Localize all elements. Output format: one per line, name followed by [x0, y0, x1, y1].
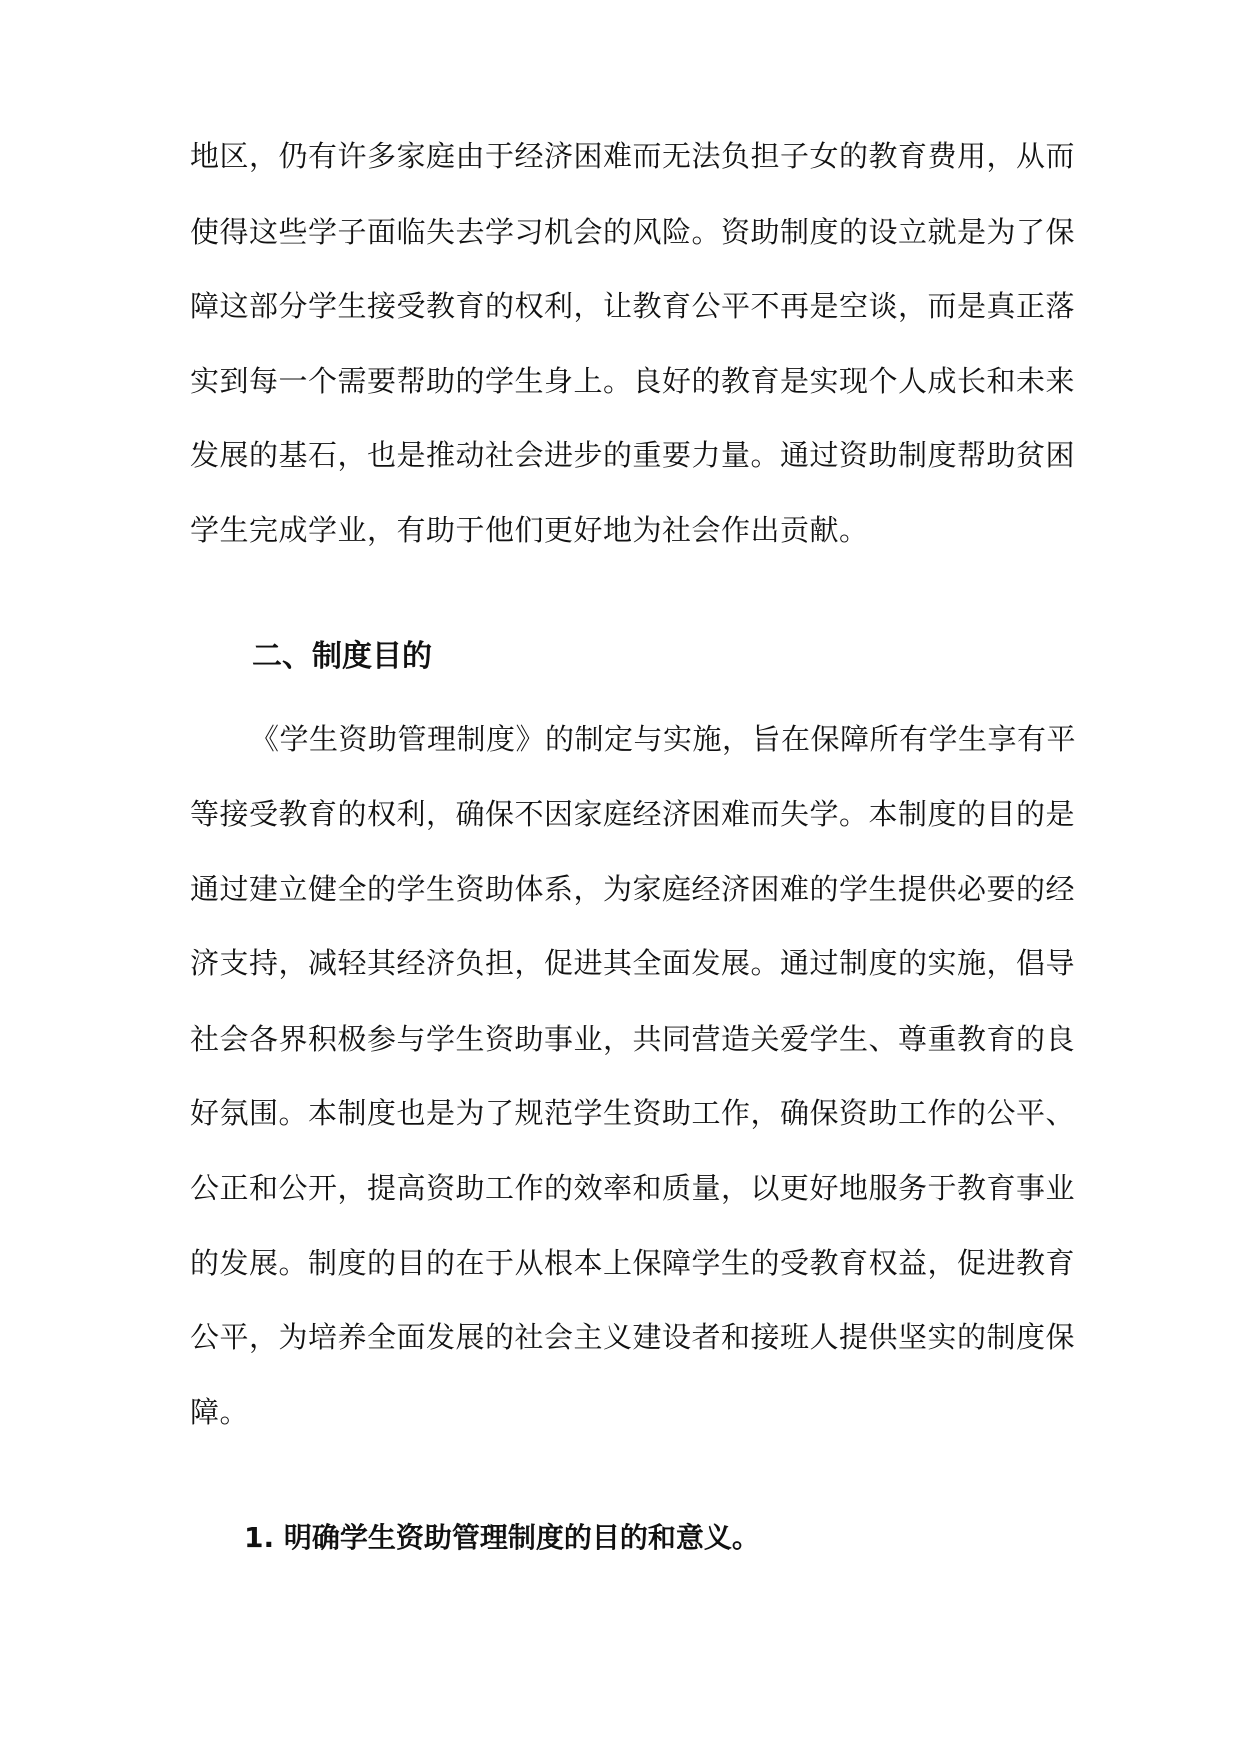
paragraph-line: 的发展。制度的目的在于从根本上保障学生的受教育权益，促进教育: [190, 1246, 1076, 1280]
paragraph-line: 发展的基石，也是推动社会进步的重要力量。通过资助制度帮助贫困: [190, 438, 1076, 472]
subsection-heading: 1. 明确学生资助管理制度的目的和意义。: [244, 1521, 760, 1554]
paragraph-line: 通过建立健全的学生资助体系，为家庭经济困难的学生提供必要的经: [190, 872, 1076, 906]
section-heading: 二、制度目的: [252, 639, 432, 674]
paragraph-line: 社会各界积极参与学生资助事业，共同营造关爱学生、尊重教育的良: [190, 1022, 1076, 1056]
paragraph-line: 公平，为培养全面发展的社会主义建设者和接班人提供坚实的制度保: [190, 1320, 1076, 1354]
paragraph-line: 济支持，减轻其经济负担，促进其全面发展。通过制度的实施，倡导: [190, 946, 1076, 980]
paragraph-line: 障这部分学生接受教育的权利，让教育公平不再是空谈，而是真正落: [190, 289, 1076, 323]
paragraph-line: 公正和公开，提高资助工作的效率和质量，以更好地服务于教育事业: [190, 1171, 1076, 1205]
paragraph-line: 学生完成学业，有助于他们更好地为社会作出贡献。: [190, 513, 869, 547]
paragraph-line: 好氛围。本制度也是为了规范学生资助工作，确保资助工作的公平、: [190, 1096, 1076, 1130]
paragraph-line: 使得这些学子面临失去学习机会的风险。资助制度的设立就是为了保: [190, 215, 1076, 249]
paragraph-line: 障。: [190, 1395, 250, 1429]
paragraph-line: 地区，仍有许多家庭由于经济困难而无法负担子女的教育费用，从而: [190, 139, 1076, 173]
paragraph-line: 等接受教育的权利，确保不因家庭经济困难而失学。本制度的目的是: [190, 797, 1076, 831]
paragraph-line: 《学生资助管理制度》的制定与实施，旨在保障所有学生享有平: [250, 722, 1077, 756]
paragraph-line: 实到每一个需要帮助的学生身上。良好的教育是实现个人成长和未来: [190, 364, 1076, 398]
